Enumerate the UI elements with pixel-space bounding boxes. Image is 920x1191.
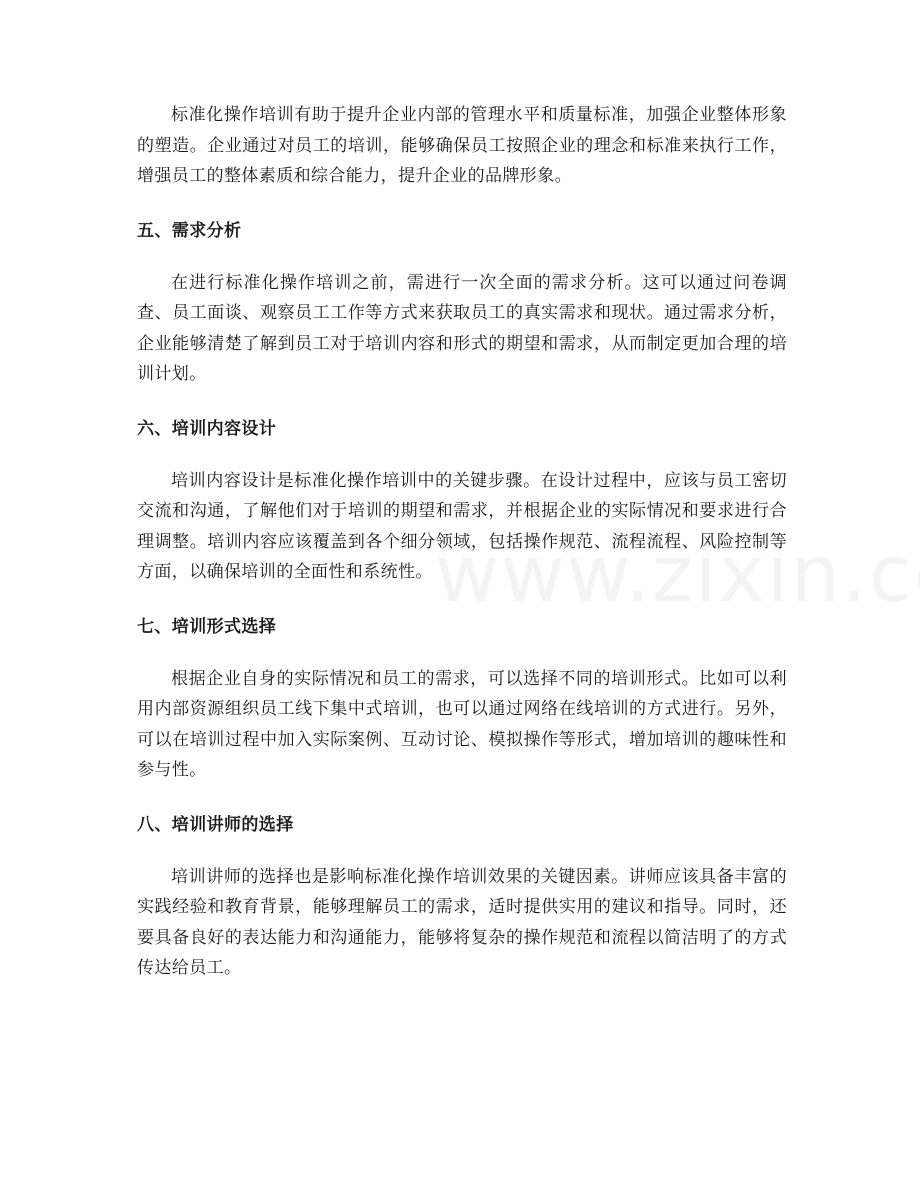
intro-paragraph: 标准化操作培训有助于提升企业内部的管理水平和质量标准，加强企业整体形象的塑造。企业通过对员工的培训，能够确保员工按照企业的理念和标准来执行工作，增强员工的整体素质和综合能力，提升企业的品牌形象。 [137,105,787,186]
section-heading-trainer-selection: 八、培训讲师的选择 [137,814,294,835]
document-page [137,100,787,984]
section-body-demand-analysis: 在进行标准化操作培训之前，需进行一次全面的需求分析。这可以通过问卷调查、员工面谈、观察员工工作等方式来获取员工的真实需求和现状。通过需求分析，企业能够清楚了解到员工对于培训内容和形式的期望和需求，从而制定更加合理的培训计划。 [137,272,787,384]
section-body-trainer-selection: 培训讲师的选择也是影响标准化操作培训效果的关键因素。讲师应该具备丰富的实践经验和教育背景，能够理解员工的需求，适时提供实用的建议和指导。同时，还要具备良好的表达能力和沟通能力，能够将复杂的操作规范和流程以简洁明了的方式传达给员工。 [137,866,787,978]
section-body-format-selection: 根据企业自身的实际情况和员工的需求，可以选择不同的培训形式。比如可以利用内部资源组织员工线下集中式培训，也可以通过网络在线培训的方式进行。另外，可以在培训过程中加入实际案例、互动讨论、模拟操作等形式，增加培训的趣味性和参与性。 [137,668,787,780]
section-heading-format-selection: 七、培训形式选择 [137,616,277,637]
section-heading-content-design: 六、培训内容设计 [137,418,277,439]
section-body-content-design: 培训内容设计是标准化操作培训中的关键步骤。在设计过程中，应该与员工密切交流和沟通，了解他们对于培训的期望和需求，并根据企业的实际情况和要求进行合理调整。培训内容应该覆盖到各个细分领域，包括操作规范、流程流程、风险控制等方面，以确保培训的全面性和系统性。 [137,470,787,582]
section-heading-demand-analysis: 五、需求分析 [137,220,242,241]
